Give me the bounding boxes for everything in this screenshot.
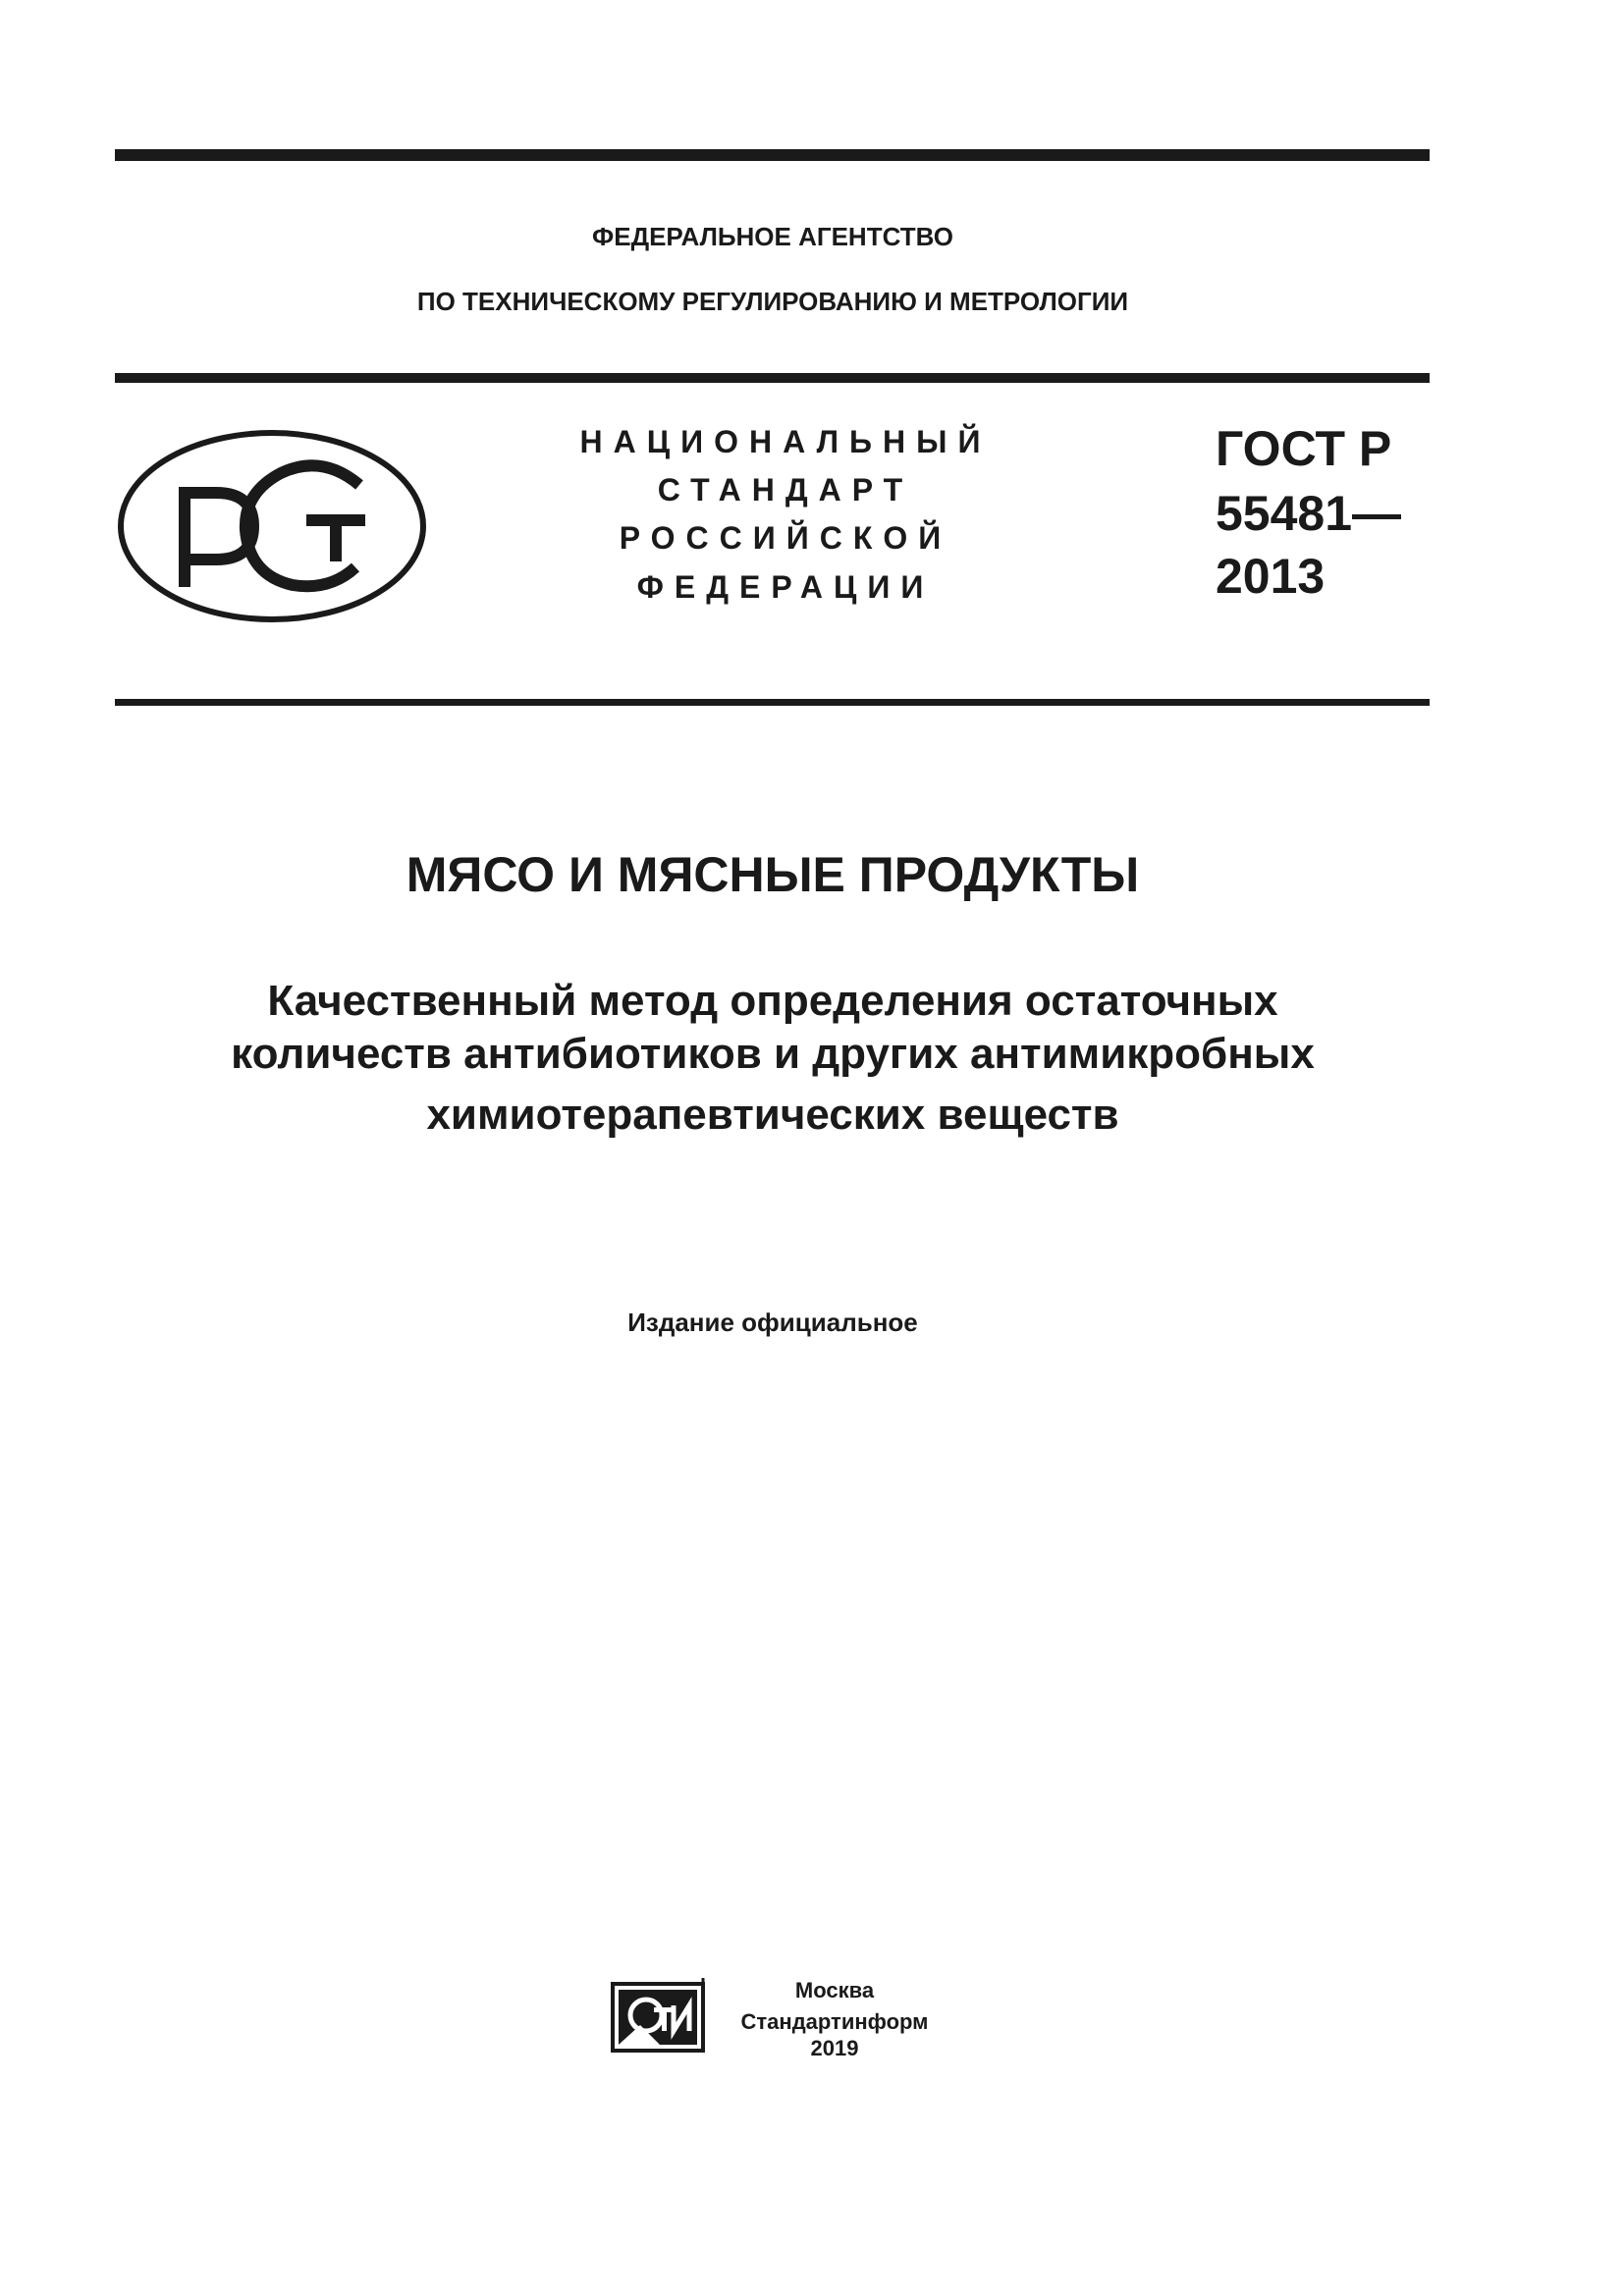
document-subtitle-line-1: Качественный метод определения остаточных (267, 977, 1278, 1025)
national-standard-line-3: РОССИЙСКОЙ (619, 520, 952, 556)
agency-line-2: ПО ТЕХНИЧЕСКОМУ РЕГУЛИРОВАНИЮ И МЕТРОЛОГИИ (416, 287, 1129, 316)
top-rule (115, 149, 1430, 161)
standartinform-logo-icon (611, 1976, 709, 2055)
title-block-rule (115, 699, 1430, 706)
standard-designation-line-1: ГОСТ Р (1216, 421, 1392, 476)
edition-label: Издание официальное (627, 1308, 918, 1337)
header-rule (115, 373, 1430, 383)
document-title: МЯСО И МЯСНЫЕ ПРОДУКТЫ (406, 847, 1140, 902)
national-standard-line-4: ФЕДЕРАЦИИ (636, 569, 935, 605)
agency-line-1: ФЕДЕРАЛЬНОЕ АГЕНТСТВО (592, 222, 953, 251)
gost-r-emblem-icon (116, 428, 428, 624)
standard-designation-line-2: 55481— (1216, 486, 1402, 541)
document-subtitle-line-2: количеств антибиотиков и других антимикробных (231, 1030, 1315, 1078)
document-subtitle-line-3: химиотерапевтических веществ (426, 1091, 1119, 1139)
publisher-city: Москва (794, 1978, 875, 2002)
publisher-name: Стандартинформ (740, 2009, 929, 2034)
standard-designation-line-3: 2013 (1216, 549, 1326, 604)
national-standard-line-2: СТАНДАРТ (657, 472, 914, 507)
publication-year: 2019 (810, 2036, 859, 2060)
national-standard-line-1: НАЦИОНАЛЬНЫЙ (579, 424, 992, 459)
